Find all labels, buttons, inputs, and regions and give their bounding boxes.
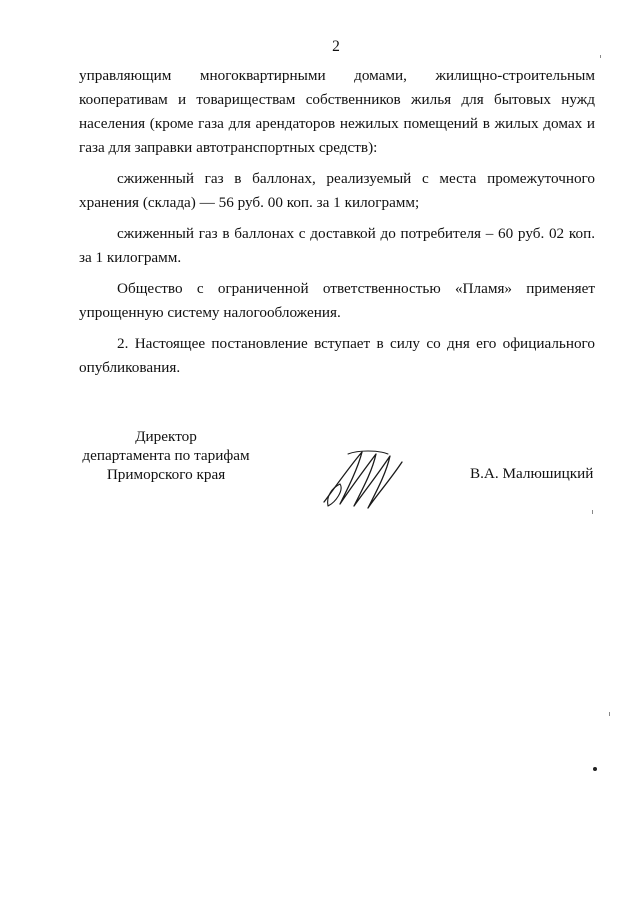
signatory-title-line: Приморского края: [106, 466, 226, 483]
scan-artifact: [609, 712, 610, 716]
document-body: [79, 64, 595, 387]
scan-artifact: [600, 55, 601, 58]
paragraph-price-warehouse: сжиженный газ в баллонах, реализуемый с места промежуточного хранения (склада) — 56 руб. 00 коп. за 1 килограмм;: [79, 170, 595, 211]
handwritten-signature: [318, 446, 406, 512]
scan-artifact: [592, 510, 593, 514]
paragraph-recipients: управляющим многоквартирными домами, жилищно-строительным кооперативам и товариществам собственников жилья для бытовых нужд населения (кроме газа для арендаторов нежилых помещений в жилых домах и газа для заправки автотранспортных средств):: [79, 67, 595, 156]
scan-artifact: [593, 767, 597, 771]
paragraph-price-delivery: сжиженный газ в баллонах с доставкой до потребителя – 60 руб. 02 коп. за 1 килограмм.: [79, 225, 595, 266]
signatory-title-line: Директор: [135, 428, 197, 445]
signatory-name: В.А. Малюшицкий: [470, 465, 594, 482]
signatory-title-line: департамента по тарифам: [82, 447, 250, 464]
page-number: 2: [332, 38, 340, 55]
paragraph-tax-system: Общество с ограниченной ответственностью «Пламя» применяет упрощенную систему налогообложения.: [79, 280, 595, 321]
signatory-title: [74, 427, 258, 484]
paragraph-effective-date: 2. Настоящее постановление вступает в силу со дня его официального опубликования.: [79, 335, 595, 376]
